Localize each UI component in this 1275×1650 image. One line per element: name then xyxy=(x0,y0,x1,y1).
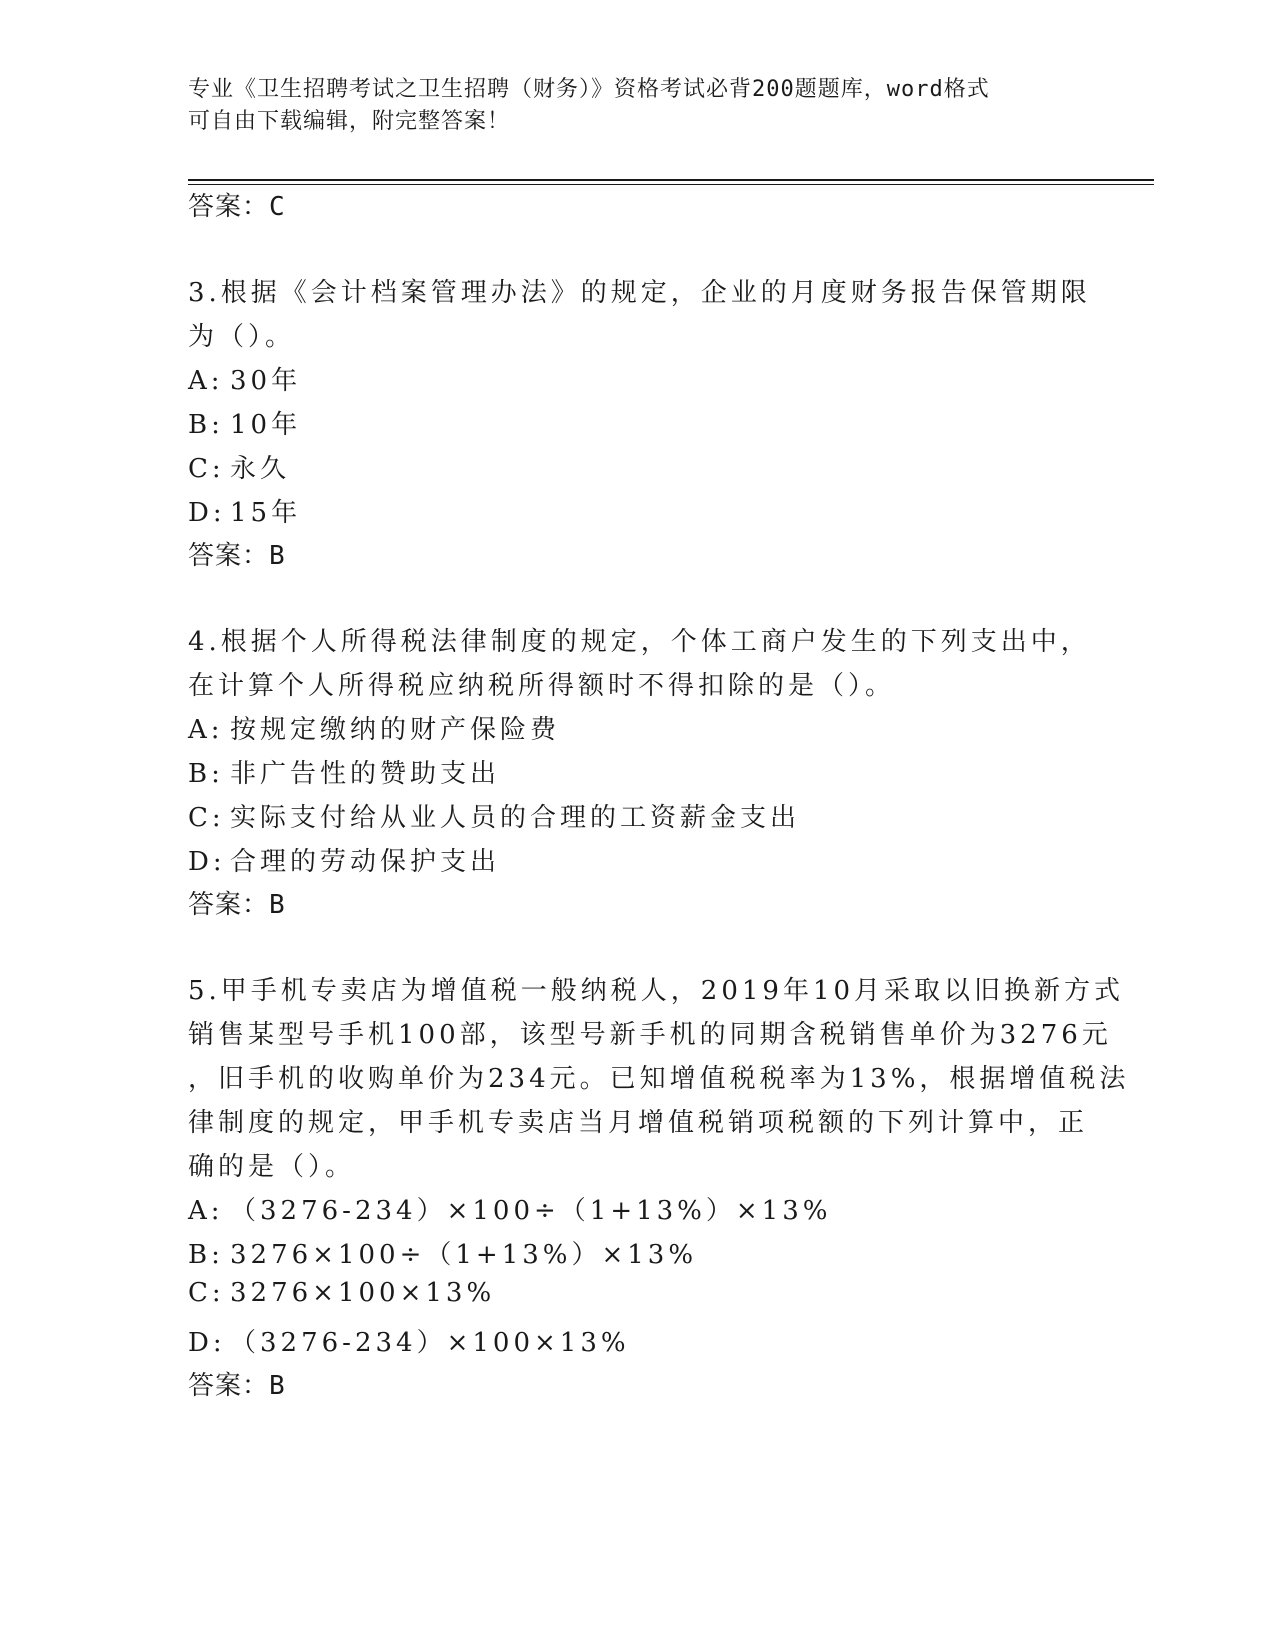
option-label: C: xyxy=(188,803,225,833)
question-stem-line: 4.根据个人所得税法律制度的规定，个体工商户发生的下列支出中， xyxy=(188,627,1091,657)
header-line-1: 专业《卫生招聘考试之卫生招聘（财务）》资格考试必背200题题库，word格式 xyxy=(188,77,990,102)
option-c xyxy=(188,448,290,485)
option-text: 10年 xyxy=(230,410,302,440)
option-label: A: xyxy=(188,366,224,396)
question-stem-line: 确的是（）。 xyxy=(188,1152,356,1182)
question-stem-line: 律制度的规定，甲手机专卖店当月增值税销项税额的下列计算中，正 xyxy=(188,1108,1089,1138)
option-c xyxy=(188,1278,495,1308)
option-a xyxy=(188,709,560,746)
option-text: （3276-234）×100÷（1+13%）×13% xyxy=(230,1196,832,1226)
option-a xyxy=(188,1190,831,1227)
header-line-2: 可自由下载编辑，附完整答案！ xyxy=(188,109,511,134)
question-stem-line: 5.甲手机专卖店为增值税一般纳税人，2019年10月采取以旧换新方式 xyxy=(188,976,1125,1006)
option-label: B: xyxy=(188,1240,224,1270)
option-label: B: xyxy=(188,759,224,789)
option-text: （3276-234）×100×13% xyxy=(230,1328,630,1358)
answer-line: 答案：C xyxy=(188,192,286,222)
option-b xyxy=(188,753,500,790)
option-label: A: xyxy=(188,1196,224,1226)
option-label: B: xyxy=(188,410,224,440)
question-stem-line: 为（）。 xyxy=(188,322,296,352)
question-stem-line: 在计算个人所得税应纳税所得额时不得扣除的是（）。 xyxy=(188,671,896,701)
option-text: 实际支付给从业人员的合理的工资薪金支出 xyxy=(230,803,801,833)
question-stem-line: 销售某型号手机100部，该型号新手机的同期含税销售单价为3276元 xyxy=(188,1020,1112,1050)
option-b xyxy=(188,404,301,441)
option-text: 3276×100÷（1+13%）×13% xyxy=(230,1240,698,1270)
header-rule-thin xyxy=(188,184,1154,185)
option-label: C: xyxy=(188,454,225,484)
option-text: 3276×100×13% xyxy=(230,1278,496,1308)
header-rule-thick xyxy=(188,179,1154,181)
question-stem-line: ，旧手机的收购单价为234元。已知增值税税率为13%，根据增值税法 xyxy=(188,1064,1130,1094)
option-label: D: xyxy=(188,498,226,528)
option-text: 永久 xyxy=(230,454,291,484)
option-d xyxy=(188,841,500,878)
answer-line: 答案：B xyxy=(188,1371,286,1401)
option-label: C: xyxy=(188,1278,225,1308)
question-stem-line: 3.根据《会计档案管理办法》的规定，企业的月度财务报告保管期限 xyxy=(188,278,1091,308)
option-d xyxy=(188,1322,630,1359)
option-d xyxy=(188,492,301,529)
option-text: 非广告性的赞助支出 xyxy=(230,759,501,789)
option-label: D: xyxy=(188,1328,226,1358)
document-header xyxy=(188,74,1088,138)
option-b xyxy=(188,1234,697,1271)
option-label: A: xyxy=(188,715,224,745)
option-text: 15年 xyxy=(230,498,302,528)
option-text: 30年 xyxy=(230,366,302,396)
option-label: D: xyxy=(188,847,226,877)
option-text: 按规定缴纳的财产保险费 xyxy=(230,715,561,745)
option-text: 合理的劳动保护支出 xyxy=(230,847,501,877)
answer-line: 答案：B xyxy=(188,541,286,571)
option-c xyxy=(188,797,800,834)
option-a xyxy=(188,360,301,397)
answer-line: 答案：B xyxy=(188,890,286,920)
